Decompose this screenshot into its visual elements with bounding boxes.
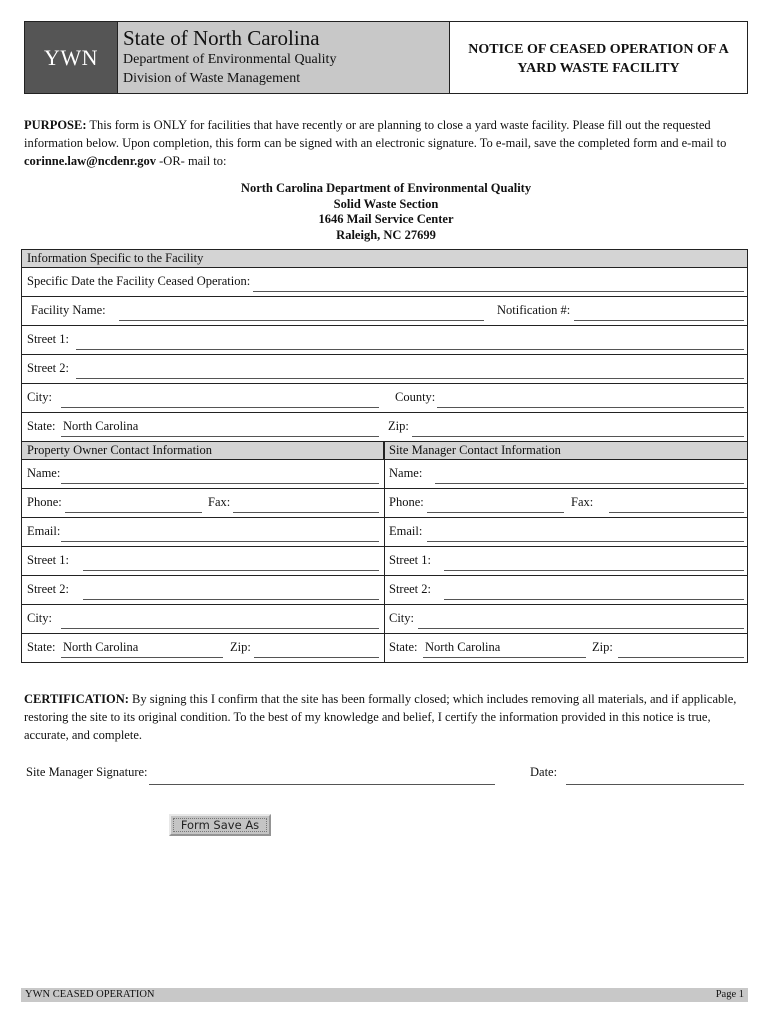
footer-form-name: YWN CEASED OPERATION [25,989,155,1000]
facility-street2-field[interactable] [76,378,744,379]
purpose-label: PURPOSE: [24,118,87,132]
manager-state-field[interactable]: North Carolina [425,640,501,654]
divider [22,296,747,297]
manager-street2-label: Street 2: [389,582,432,596]
owner-email-field[interactable] [61,541,379,542]
department-name: Department of Environmental Quality [123,52,337,67]
state-name: State of North Carolina [123,26,320,50]
ceased-date-label: Specific Date the Facility Ceased Operation: [27,274,251,288]
manager-city-label: City: [389,611,415,625]
facility-city-label: City: [27,390,53,404]
owner-zip-label: Zip: [230,640,251,654]
divider [22,517,384,518]
county-field[interactable] [437,407,744,408]
form-code: YWN [25,22,118,93]
form-title [450,22,747,93]
manager-city-field[interactable] [418,628,744,629]
manager-zip-field[interactable] [618,657,744,658]
manager-fax-label: Fax: [571,495,594,509]
manager-name-field[interactable] [435,483,744,484]
facility-section-heading: Information Specific to the Facility [22,250,747,268]
facility-form [21,249,748,663]
ceased-date-field[interactable] [253,291,744,292]
manager-street1-label: Street 1: [389,553,432,567]
owner-section-heading: Property Owner Contact Information [22,442,384,460]
county-label: County: [395,390,436,404]
manager-state-label: State: [389,640,418,654]
purpose-suffix: -OR- mail to: [156,154,227,168]
owner-city-label: City: [27,611,53,625]
owner-street1-field[interactable] [83,570,379,571]
facility-zip-field[interactable] [412,436,744,437]
manager-name-label: Name: [389,466,423,480]
manager-street2-field[interactable] [444,599,744,600]
division-name: Division of Waste Management [123,71,301,86]
manager-phone-field[interactable] [427,512,564,513]
owner-phone-label: Phone: [27,495,62,509]
purpose-text: This form is ONLY for facilities that have recently or are planning to close a yard waste facility. Please fill out the requested information below. Upon completion, this form can be signed with an electronic signature. To e-mail, save the completed form and e-mail to [24,118,727,150]
address-line4: Raleigh, NC 27699 [336,227,436,242]
owner-state-label: State: [27,640,56,654]
divider [384,633,747,634]
signature-label: Site Manager Signature: [26,765,148,779]
facility-state-underline [61,436,379,437]
form-title-line1: NOTICE OF CEASED OPERATION OF A [468,41,729,57]
owner-state-field[interactable]: North Carolina [63,640,139,654]
divider [22,354,747,355]
signature-date-field[interactable] [566,784,744,785]
page-number: Page 1 [715,989,744,1000]
notification-field[interactable] [574,320,744,321]
form-title-line2: YARD WASTE FACILITY [517,60,680,76]
manager-phone-label: Phone: [389,495,424,509]
facility-state-label: State: [27,419,56,433]
signature-date-label: Date: [530,765,558,779]
manager-street1-field[interactable] [444,570,744,571]
owner-state-underline [61,657,223,658]
owner-phone-field[interactable] [65,512,202,513]
manager-state-underline [423,657,586,658]
owner-street2-field[interactable] [83,599,379,600]
form-header [24,21,748,94]
certification-text: By signing this I confirm that the site has been formally closed; which includes removing all materials, and if applicable, restoring the site to its original condition. To the best of my knowledge and belief, I certify the information provided in this notice is true, accurate, and complete. [24,692,737,742]
owner-email-label: Email: [27,524,61,538]
facility-street2-label: Street 2: [27,361,70,375]
divider [22,488,384,489]
divider [22,546,384,547]
facility-city-field[interactable] [61,407,379,408]
facility-zip-label: Zip: [388,419,409,433]
address-line1: North Carolina Department of Environmental Quality [240,181,532,195]
divider [384,517,747,518]
page-footer [21,988,748,1002]
divider [22,383,747,384]
facility-street1-field[interactable] [76,349,744,350]
divider [22,633,384,634]
manager-email-label: Email: [389,524,423,538]
facility-street1-label: Street 1: [27,332,70,346]
divider [384,546,747,547]
column-divider [384,442,385,662]
facility-name-field[interactable] [119,320,484,321]
form-save-as-button[interactable]: Form Save As [169,814,271,836]
owner-name-field[interactable] [61,483,379,484]
contact-email[interactable]: corinne.law@ncdenr.gov [24,154,157,168]
facility-state-field[interactable]: North Carolina [63,419,139,433]
owner-fax-field[interactable] [233,512,379,513]
address-line2: Solid Waste Section [333,196,439,211]
address-line3: 1646 Mail Service Center [318,212,454,226]
divider [384,575,747,576]
divider [22,604,384,605]
certification-label: CERTIFICATION: [24,692,129,706]
divider [22,575,384,576]
certification-paragraph [24,690,748,744]
facility-name-label: Facility Name: [31,303,106,317]
divider [384,604,747,605]
owner-city-field[interactable] [61,628,379,629]
owner-street1-label: Street 1: [27,553,70,567]
signature-field[interactable] [149,784,495,785]
agency-block [118,22,450,93]
manager-email-field[interactable] [427,541,744,542]
mailing-address [24,181,748,243]
manager-zip-label: Zip: [592,640,613,654]
divider [22,412,747,413]
notification-label: Notification #: [497,303,571,317]
manager-fax-field[interactable] [609,512,744,513]
owner-fax-label: Fax: [208,495,231,509]
purpose-paragraph [24,116,748,170]
owner-name-label: Name: [27,466,61,480]
owner-street2-label: Street 2: [27,582,70,596]
divider [384,488,747,489]
manager-section-heading: Site Manager Contact Information [384,442,747,460]
owner-zip-field[interactable] [254,657,379,658]
divider [22,325,747,326]
